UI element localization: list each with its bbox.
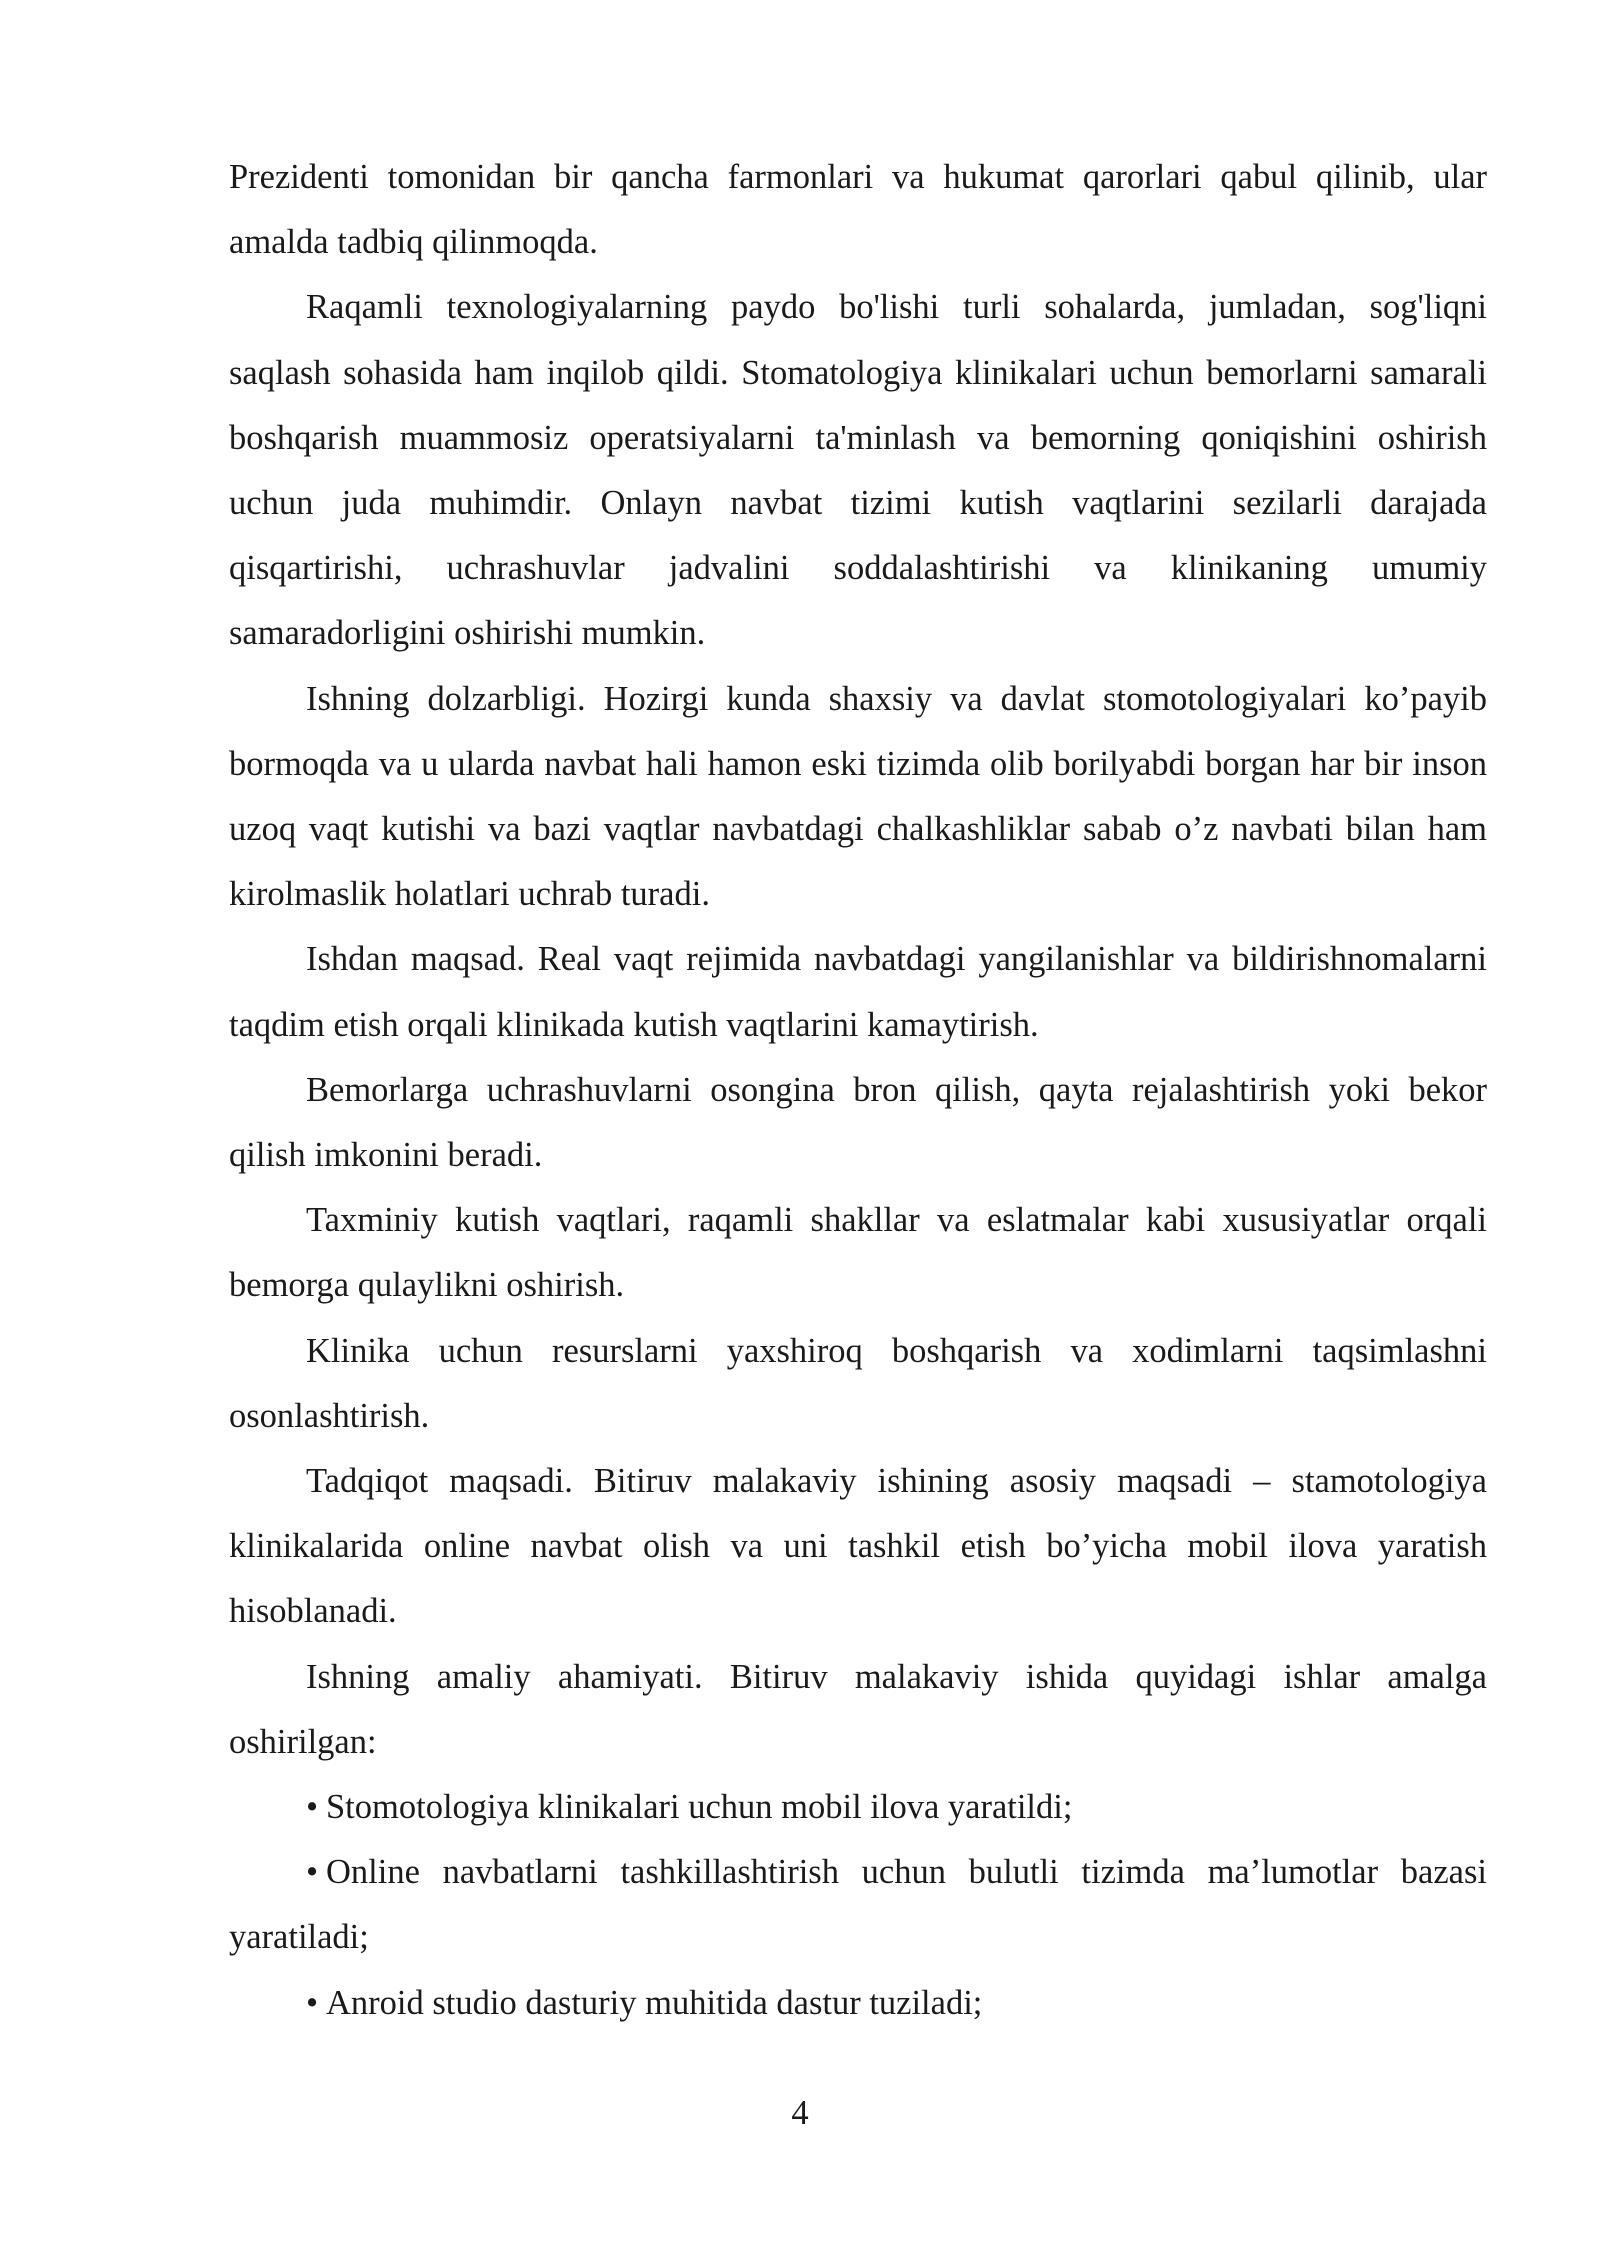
bullet-marker: • xyxy=(306,1788,319,1827)
bullet-marker: • xyxy=(306,1983,319,2022)
list-item xyxy=(229,1840,1487,1970)
list-item xyxy=(229,1775,1487,1840)
paragraph-intro: Prezidenti tomonidan bir qancha farmonlari va hukumat qarorlari qabul qilinib, ular amalda tadbiq qilinmoqda. xyxy=(229,158,1487,262)
page-number: 4 xyxy=(791,2094,809,2132)
paragraph-digital-technologies: Raqamli texnologiyalarning paydo bo'lishi turli sohalarda, jumladan, sog'liqni saqlash sohasida ham inqilob qildi. Stomatologiya klinikalari uchun bemorlarni samarali boshqarish muammosiz operatsiyalarni ta'minlash va bemorning qoniqishini oshirish uchun juda muhimdir. Onlayn navbat tizimi kutish vaqtlarini sezilarli darajada qisqartirishi, uchrashuvlar jadvalini soddalashtirishi va klinikaning umumiy samaradorligini oshirishi mumkin. xyxy=(229,288,1487,653)
document-body xyxy=(229,145,1487,2036)
list-item-text: Online navbatlarni tashkillashtirish uchun bulutli tizimda ma’lumotlar bazasi yaratiladi; xyxy=(229,1853,1487,1957)
list-item-text: Stomotologiya klinikalari uchun mobil ilova yaratildi; xyxy=(326,1788,1073,1827)
paragraph-resources: Klinika uchun resurslarni yaxshiroq boshqarish va xodimlarni taqsimlashni osonlashtirish. xyxy=(229,1331,1487,1435)
paragraph-research-goal: Tadqiqot maqsadi. Bitiruv malakaviy ishining asosiy maqsadi – stamotologiya klinikalarida online navbat olish va uni tashkil etish bo’yicha mobil ilova yaratish hisoblanadi. xyxy=(229,1462,1487,1631)
list-item-text: Anroid studio dasturiy muhitida dastur tuziladi; xyxy=(326,1983,983,2022)
bullet-marker: • xyxy=(306,1853,319,1892)
paragraph-relevance: Ishning dolzarbligi. Hozirgi kunda shaxsiy va davlat stomotologiyalari ko’payib bormoqda va u ularda navbat hali hamon eski tizimda olib borilyabdi borgan har bir inson uzoq vaqt kutishi va bazi vaqtlar navbatdagi chalkashliklar sabab o’z navbati bilan ham kirolmaslik holatlari uchrab turadi. xyxy=(229,679,1487,914)
list-item xyxy=(229,1971,1487,2036)
paragraph-work-goal: Ishdan maqsad. Real vaqt rejimida navbatdagi yangilanishlar va bildirishnomalarni taqdim etish orqali klinikada kutish vaqtlarini kamaytirish. xyxy=(229,940,1487,1044)
paragraph-practical-significance: Ishning amaliy ahamiyati. Bitiruv malakaviy ishida quyidagi ishlar amalga oshirilgan: xyxy=(229,1657,1487,1761)
paragraph-convenience: Taxminiy kutish vaqtlari, raqamli shakllar va eslatmalar kabi xususiyatlar orqali bemorga qulaylikni oshirish. xyxy=(229,1201,1487,1305)
paragraph-booking: Bemorlarga uchrashuvlarni osongina bron qilish, qayta rejalashtirish yoki bekor qilish imkonini beradi. xyxy=(229,1070,1487,1175)
